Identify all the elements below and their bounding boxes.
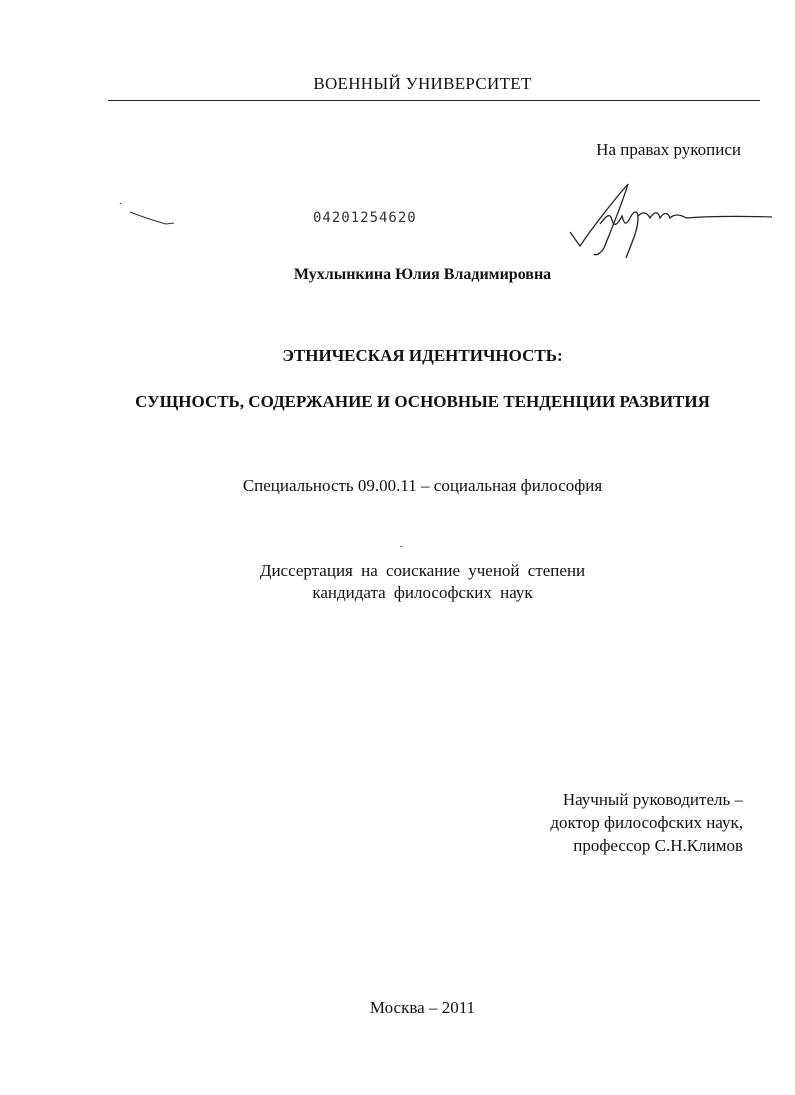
author-name: Мухлынкина Юлия Владимировна — [293, 266, 552, 283]
specialty: Специальность 09.00.11 – социальная философия — [242, 476, 603, 495]
dissertation-title-line-2: СУЩНОСТЬ, СОДЕРЖАНИЕ И ОСНОВНЫЕ ТЕНДЕНЦИИ РАЗВИТИЯ — [135, 392, 710, 411]
degree-statement-line-2: кандидата философских наук — [312, 583, 533, 602]
supervisor-block — [550, 788, 743, 857]
supervisor-line-3: профессор С.Н.Климов — [573, 836, 743, 855]
university-name: ВОЕННЫЙ УНИВЕРСИТЕТ — [313, 74, 532, 93]
supervisor-line-1: Научный руководитель – — [562, 790, 743, 809]
pen-stroke-mark — [118, 198, 178, 228]
degree-statement — [0, 560, 795, 604]
supervisor-line-2: доктор философских наук, — [550, 813, 743, 832]
header-rule — [108, 100, 760, 101]
document-code: 04201254620 — [313, 210, 417, 226]
degree-statement-line-1: Диссертация на соискание ученой степени — [259, 561, 586, 580]
signature-icon — [562, 180, 777, 265]
scan-speck — [400, 546, 403, 547]
city-year: Москва – 2011 — [369, 998, 476, 1017]
manuscript-note: На правах рукописи — [596, 140, 741, 159]
dissertation-title-line-1: ЭТНИЧЕСКАЯ ИДЕНТИЧНОСТЬ: — [282, 346, 563, 365]
